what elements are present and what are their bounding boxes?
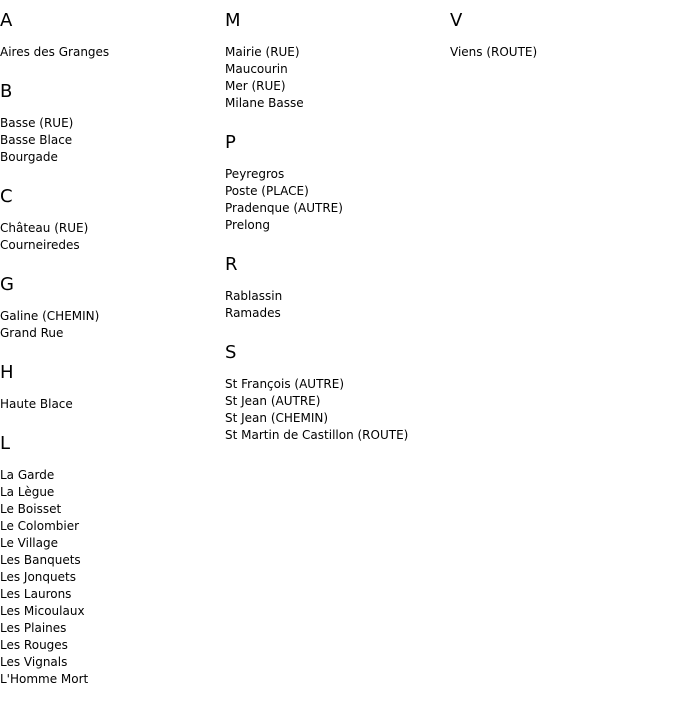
list-item [0,671,225,688]
street-link[interactable]: Les Plaines [0,621,67,635]
list-item [225,183,450,200]
list-item [0,220,225,237]
list-item [225,410,450,427]
list-item [225,305,450,322]
letter-heading: C [0,186,13,207]
list-item [225,288,450,305]
list-item [225,44,450,61]
list-item [0,325,225,342]
street-link[interactable]: Peyregros [225,167,285,181]
street-link[interactable]: Les Jonquets [0,570,76,584]
letter-group-h [0,362,225,413]
street-list [225,288,450,322]
street-link[interactable]: St François (AUTRE) [225,377,345,391]
street-list [0,467,225,688]
street-link[interactable]: Les Micoulaux [0,604,85,618]
letter-group-a [0,10,225,61]
list-item [225,217,450,234]
list-item [0,518,225,535]
list-item [0,308,225,325]
street-link[interactable]: Rablassin [225,289,283,303]
letter-group-l [0,433,225,688]
street-link[interactable]: Viens (ROUTE) [450,45,538,59]
street-link[interactable]: Les Vignals [0,655,68,669]
street-link[interactable]: Milane Basse [225,96,304,110]
list-item [0,654,225,671]
list-item [225,200,450,217]
street-list [225,166,450,234]
street-link[interactable]: Prelong [225,218,270,232]
street-link[interactable]: St Jean (CHEMIN) [225,411,329,425]
street-link[interactable]: Le Boisset [0,502,62,516]
list-item [0,637,225,654]
list-item [0,44,225,61]
street-link[interactable]: La Garde [0,468,55,482]
list-item [0,552,225,569]
street-link[interactable]: Le Village [0,536,58,550]
letter-group-c [0,186,225,254]
list-item [225,95,450,112]
list-item [0,569,225,586]
letter-group-b [0,81,225,166]
list-item [0,467,225,484]
street-link[interactable]: Mer (RUE) [225,79,286,93]
list-item [0,396,225,413]
street-link[interactable]: Le Colombier [0,519,80,533]
letter-heading: P [225,132,236,153]
street-link[interactable]: Château (RUE) [0,221,89,235]
street-link[interactable]: La Lègue [0,485,55,499]
letter-heading: B [0,81,13,102]
list-item [0,237,225,254]
list-item [225,166,450,183]
list-item [225,376,450,393]
list-item [0,586,225,603]
list-item [0,535,225,552]
letter-heading: G [0,274,14,295]
street-list [0,220,225,254]
street-link[interactable]: Bourgade [0,150,58,164]
letter-heading: L [0,433,11,454]
street-list [225,44,450,112]
letter-heading: M [225,10,241,31]
street-link[interactable]: St Jean (AUTRE) [225,394,321,408]
letter-group-v [450,10,675,61]
list-item [225,61,450,78]
letter-heading: S [225,342,237,363]
street-list [0,115,225,166]
street-index-column-1 [0,10,225,708]
street-link[interactable]: Courneiredes [0,238,80,252]
street-link[interactable]: Pradenque (AUTRE) [225,201,343,215]
letter-heading: H [0,362,14,383]
street-index-column-2 [225,10,450,464]
street-link[interactable]: Poste (PLACE) [225,184,309,198]
street-list [0,44,225,61]
letter-group-r [225,254,450,322]
street-link[interactable]: Les Laurons [0,587,72,601]
list-item [225,393,450,410]
letter-group-g [0,274,225,342]
list-item [225,78,450,95]
street-list [225,376,450,444]
street-link[interactable]: Basse (RUE) [0,116,74,130]
street-link[interactable]: Ramades [225,306,281,320]
letter-heading: A [0,10,13,31]
list-item [0,115,225,132]
letter-group-p [225,132,450,234]
list-item [450,44,675,61]
letter-heading: R [225,254,238,275]
street-list [0,396,225,413]
street-link[interactable]: Les Rouges [0,638,68,652]
street-list [0,308,225,342]
list-item [0,620,225,637]
list-item [0,501,225,518]
street-link[interactable]: Haute Blace [0,397,73,411]
list-item [0,484,225,501]
letter-heading: V [450,10,463,31]
street-link[interactable]: St Martin de Castillon (ROUTE) [225,428,409,442]
street-link[interactable]: Les Banquets [0,553,81,567]
street-link[interactable]: Grand Rue [0,326,64,340]
street-link[interactable]: Mairie (RUE) [225,45,300,59]
letter-group-m [225,10,450,112]
street-list [450,44,675,61]
list-item [0,603,225,620]
letter-group-s [225,342,450,444]
street-link[interactable]: Maucourin [225,62,288,76]
street-link[interactable]: Galine (CHEMIN) [0,309,100,323]
street-index-column-3 [450,10,675,81]
list-item [225,427,450,444]
list-item [0,132,225,149]
street-link[interactable]: L'Homme Mort [0,672,89,686]
street-link[interactable]: Aires des Granges [0,45,110,59]
list-item [0,149,225,166]
street-link[interactable]: Basse Blace [0,133,73,147]
